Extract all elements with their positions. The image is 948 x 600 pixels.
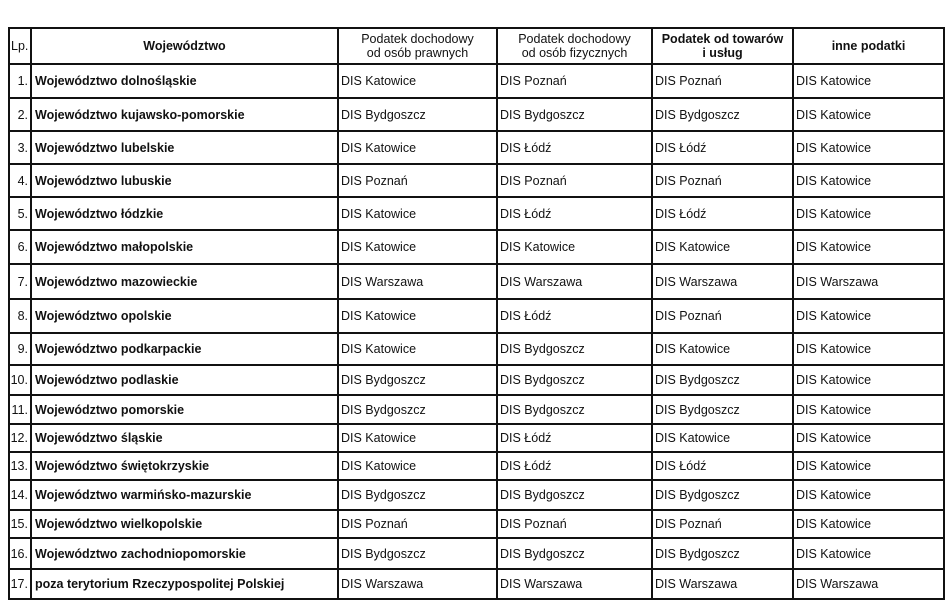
row-cit-office: DIS Katowice xyxy=(338,197,497,230)
row-cit-office: DIS Poznań xyxy=(338,164,497,197)
row-cit-office: DIS Poznań xyxy=(338,510,497,538)
row-pit-office: DIS Poznań xyxy=(497,164,652,197)
row-pit-office: DIS Łódź xyxy=(497,299,652,333)
row-wojewodztwo: Województwo wielkopolskie xyxy=(31,510,338,538)
table-header-row xyxy=(9,28,944,64)
table-row xyxy=(9,452,944,480)
row-cit-office: DIS Bydgoszcz xyxy=(338,395,497,424)
header-pit-line2: od osób fizycznych xyxy=(521,46,628,60)
row-cit-office: DIS Katowice xyxy=(338,131,497,164)
row-other-office: DIS Katowice xyxy=(793,197,944,230)
row-vat-office: DIS Warszawa xyxy=(652,569,793,599)
row-wojewodztwo: Województwo dolnośląskie xyxy=(31,64,338,98)
table-row xyxy=(9,64,944,98)
row-wojewodztwo: Województwo podlaskie xyxy=(31,365,338,395)
row-vat-office: DIS Poznań xyxy=(652,64,793,98)
row-wojewodztwo: Województwo małopolskie xyxy=(31,230,338,264)
row-number: 13. xyxy=(9,452,31,480)
row-cit-office: DIS Bydgoszcz xyxy=(338,538,497,569)
row-vat-office: DIS Bydgoszcz xyxy=(652,480,793,510)
row-number: 4. xyxy=(9,164,31,197)
row-other-office: DIS Katowice xyxy=(793,538,944,569)
row-pit-office: DIS Bydgoszcz xyxy=(497,98,652,131)
row-vat-office: DIS Warszawa xyxy=(652,264,793,299)
row-number: 1. xyxy=(9,64,31,98)
table-row xyxy=(9,480,944,510)
row-number: 10. xyxy=(9,365,31,395)
row-wojewodztwo: poza terytorium Rzeczypospolitej Polskiej xyxy=(31,569,338,599)
row-cit-office: DIS Katowice xyxy=(338,452,497,480)
row-other-office: DIS Katowice xyxy=(793,333,944,365)
row-wojewodztwo: Województwo podkarpackie xyxy=(31,333,338,365)
row-other-office: DIS Katowice xyxy=(793,424,944,452)
row-wojewodztwo: Województwo lubelskie xyxy=(31,131,338,164)
header-vat-line2: i usług xyxy=(702,46,743,60)
row-other-office: DIS Katowice xyxy=(793,164,944,197)
row-pit-office: DIS Poznań xyxy=(497,64,652,98)
row-pit-office: DIS Bydgoszcz xyxy=(497,365,652,395)
row-other-office: DIS Warszawa xyxy=(793,264,944,299)
table-row xyxy=(9,98,944,131)
row-wojewodztwo: Województwo zachodniopomorskie xyxy=(31,538,338,569)
row-cit-office: DIS Bydgoszcz xyxy=(338,98,497,131)
row-wojewodztwo: Województwo mazowieckie xyxy=(31,264,338,299)
row-other-office: DIS Katowice xyxy=(793,230,944,264)
row-vat-office: DIS Katowice xyxy=(652,424,793,452)
row-wojewodztwo: Województwo warmińsko-mazurskie xyxy=(31,480,338,510)
header-pit xyxy=(497,28,652,64)
tax-office-table xyxy=(8,27,945,600)
row-cit-office: DIS Warszawa xyxy=(338,569,497,599)
row-pit-office: DIS Łódź xyxy=(497,197,652,230)
row-pit-office: DIS Bydgoszcz xyxy=(497,538,652,569)
row-cit-office: DIS Katowice xyxy=(338,299,497,333)
header-wojewodztwo: Województwo xyxy=(31,28,338,64)
row-wojewodztwo: Województwo lubuskie xyxy=(31,164,338,197)
table-row xyxy=(9,197,944,230)
table-row xyxy=(9,164,944,197)
row-pit-office: DIS Łódź xyxy=(497,131,652,164)
row-number: 2. xyxy=(9,98,31,131)
row-number: 16. xyxy=(9,538,31,569)
table-row xyxy=(9,131,944,164)
row-cit-office: DIS Katowice xyxy=(338,230,497,264)
row-vat-office: DIS Bydgoszcz xyxy=(652,365,793,395)
header-cit xyxy=(338,28,497,64)
row-vat-office: DIS Łódź xyxy=(652,452,793,480)
row-cit-office: DIS Katowice xyxy=(338,424,497,452)
table-row xyxy=(9,365,944,395)
header-cit-line2: od osób prawnych xyxy=(366,46,469,60)
table-row xyxy=(9,424,944,452)
header-lp: Lp. xyxy=(9,28,31,64)
table-row xyxy=(9,333,944,365)
row-other-office: DIS Katowice xyxy=(793,395,944,424)
row-other-office: DIS Katowice xyxy=(793,365,944,395)
header-pit-line1: Podatek dochodowy xyxy=(518,32,631,46)
table-row xyxy=(9,299,944,333)
row-pit-office: DIS Łódź xyxy=(497,424,652,452)
row-number: 7. xyxy=(9,264,31,299)
table-row xyxy=(9,538,944,569)
row-wojewodztwo: Województwo opolskie xyxy=(31,299,338,333)
row-pit-office: DIS Łódź xyxy=(497,452,652,480)
row-wojewodztwo: Województwo śląskie xyxy=(31,424,338,452)
row-pit-office: DIS Bydgoszcz xyxy=(497,395,652,424)
row-other-office: DIS Katowice xyxy=(793,299,944,333)
row-wojewodztwo: Województwo świętokrzyskie xyxy=(31,452,338,480)
row-cit-office: DIS Bydgoszcz xyxy=(338,365,497,395)
row-vat-office: DIS Poznań xyxy=(652,510,793,538)
row-vat-office: DIS Katowice xyxy=(652,333,793,365)
row-vat-office: DIS Poznań xyxy=(652,164,793,197)
table-row xyxy=(9,230,944,264)
row-wojewodztwo: Województwo kujawsko-pomorskie xyxy=(31,98,338,131)
table-row xyxy=(9,264,944,299)
table-row xyxy=(9,569,944,599)
row-other-office: DIS Katowice xyxy=(793,480,944,510)
row-number: 14. xyxy=(9,480,31,510)
row-other-office: DIS Katowice xyxy=(793,452,944,480)
row-number: 12. xyxy=(9,424,31,452)
row-pit-office: DIS Warszawa xyxy=(497,569,652,599)
row-wojewodztwo: Województwo pomorskie xyxy=(31,395,338,424)
row-number: 5. xyxy=(9,197,31,230)
row-number: 11. xyxy=(9,395,31,424)
row-vat-office: DIS Łódź xyxy=(652,131,793,164)
row-vat-office: DIS Bydgoszcz xyxy=(652,98,793,131)
row-other-office: DIS Katowice xyxy=(793,64,944,98)
row-vat-office: DIS Poznań xyxy=(652,299,793,333)
table-row xyxy=(9,395,944,424)
row-number: 9. xyxy=(9,333,31,365)
row-other-office: DIS Katowice xyxy=(793,98,944,131)
row-pit-office: DIS Bydgoszcz xyxy=(497,480,652,510)
row-cit-office: DIS Katowice xyxy=(338,64,497,98)
row-number: 8. xyxy=(9,299,31,333)
row-cit-office: DIS Katowice xyxy=(338,333,497,365)
row-pit-office: DIS Bydgoszcz xyxy=(497,333,652,365)
row-other-office: DIS Warszawa xyxy=(793,569,944,599)
row-other-office: DIS Katowice xyxy=(793,510,944,538)
row-pit-office: DIS Poznań xyxy=(497,510,652,538)
row-cit-office: DIS Warszawa xyxy=(338,264,497,299)
row-cit-office: DIS Bydgoszcz xyxy=(338,480,497,510)
row-wojewodztwo: Województwo łódzkie xyxy=(31,197,338,230)
row-other-office: DIS Katowice xyxy=(793,131,944,164)
row-number: 3. xyxy=(9,131,31,164)
header-vat-line1: Podatek od towarów xyxy=(661,32,784,46)
row-vat-office: DIS Katowice xyxy=(652,230,793,264)
header-cit-line1: Podatek dochodowy xyxy=(361,32,474,46)
row-number: 17. xyxy=(9,569,31,599)
header-vat xyxy=(652,28,793,64)
row-number: 6. xyxy=(9,230,31,264)
table-row xyxy=(9,510,944,538)
row-vat-office: DIS Bydgoszcz xyxy=(652,395,793,424)
row-pit-office: DIS Katowice xyxy=(497,230,652,264)
header-inne: inne podatki xyxy=(793,28,944,64)
row-vat-office: DIS Bydgoszcz xyxy=(652,538,793,569)
row-number: 15. xyxy=(9,510,31,538)
row-vat-office: DIS Łódź xyxy=(652,197,793,230)
row-pit-office: DIS Warszawa xyxy=(497,264,652,299)
